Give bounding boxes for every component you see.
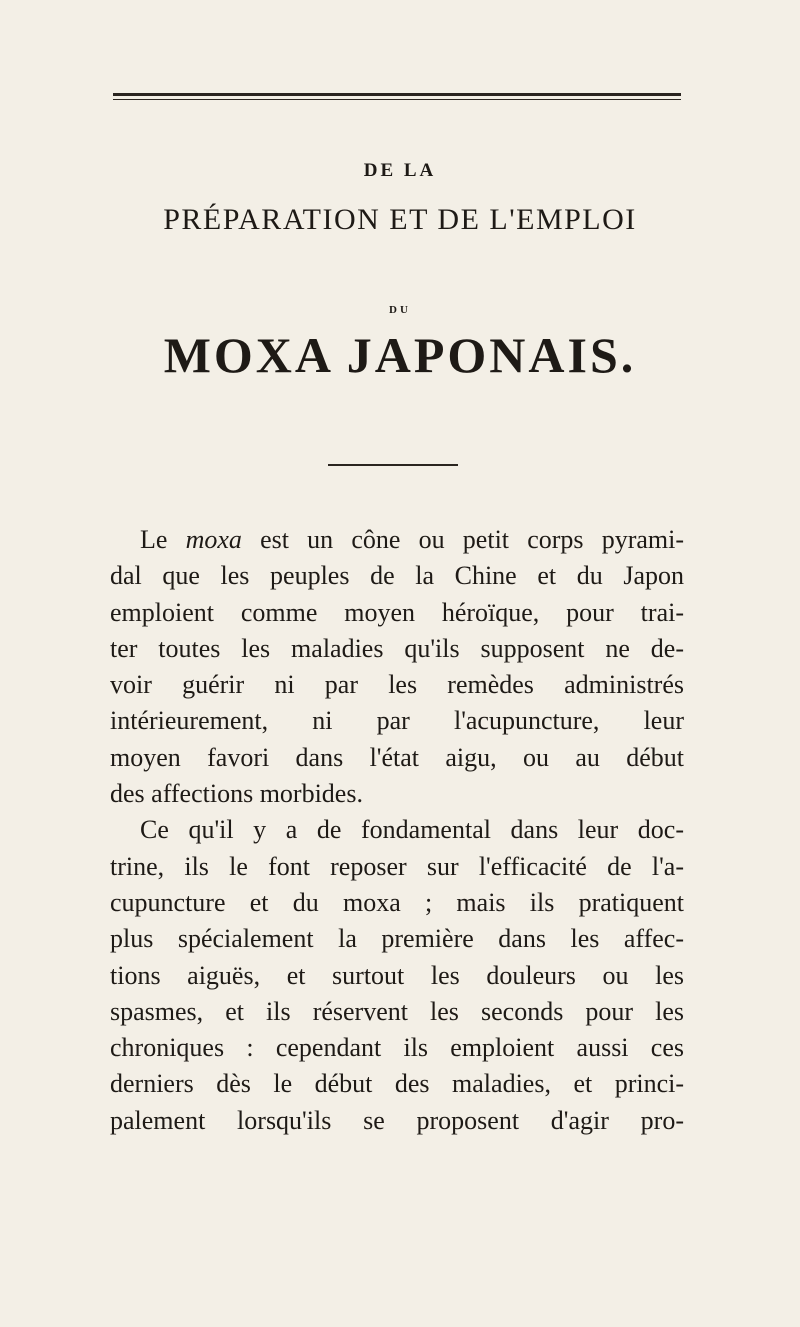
body-text: [110, 522, 684, 1139]
text-line: chroniques : cependant ils emploient aussi ces: [110, 1033, 684, 1063]
text-line: cupuncture et du moxa ; mais ils pratiquent: [110, 887, 684, 917]
text-line: plus spécialement la première dans les affec-: [110, 924, 684, 954]
text-line: Ce qu'il y a de fondamental dans leur doc-: [140, 815, 684, 845]
heading-de-la: DE LA: [363, 160, 437, 181]
text-line: tions aiguës, et surtout les douleurs ou les: [110, 960, 684, 990]
text-line: trine, ils le font reposer sur l'efficacité de l'a-: [110, 851, 684, 881]
top-rule-thick: [113, 93, 681, 96]
text-line: dal que les peuples de la Chine et du Japon: [110, 561, 684, 591]
text-line-rest: est un cône ou petit corps pyrami-: [241, 525, 685, 554]
heading-du: DU: [389, 304, 411, 316]
heading-preparation: PRÉPARATION ET DE L'EMPLOI: [163, 203, 637, 236]
text-line: moyen favori dans l'état aigu, ou au début: [110, 742, 684, 772]
text-line: palement lorsqu'ils se proposent d'agir pro-: [110, 1105, 684, 1135]
section-divider: [328, 464, 458, 466]
text-line-emphasis: moxa: [185, 525, 242, 554]
top-rule-thin: [113, 99, 681, 100]
text-line: ter toutes les maladies qu'ils supposent ne de-: [110, 633, 684, 663]
text-line: spasmes, et ils réservent les seconds pour les: [110, 996, 684, 1026]
chapter-title: MOXA JAPONAIS.: [163, 327, 637, 383]
text-line: intérieurement, ni par l'acupuncture, leur: [110, 706, 684, 736]
text-line: des affections morbides.: [110, 779, 363, 809]
text-line-prefix: Le: [140, 525, 186, 554]
text-line: emploient comme moyen héroïque, pour trai-: [110, 597, 684, 627]
text-line: voir guérir ni par les remèdes administrés: [110, 670, 684, 700]
text-line: derniers dès le début des maladies, et princi-: [110, 1069, 684, 1099]
text-line: [110, 522, 684, 558]
